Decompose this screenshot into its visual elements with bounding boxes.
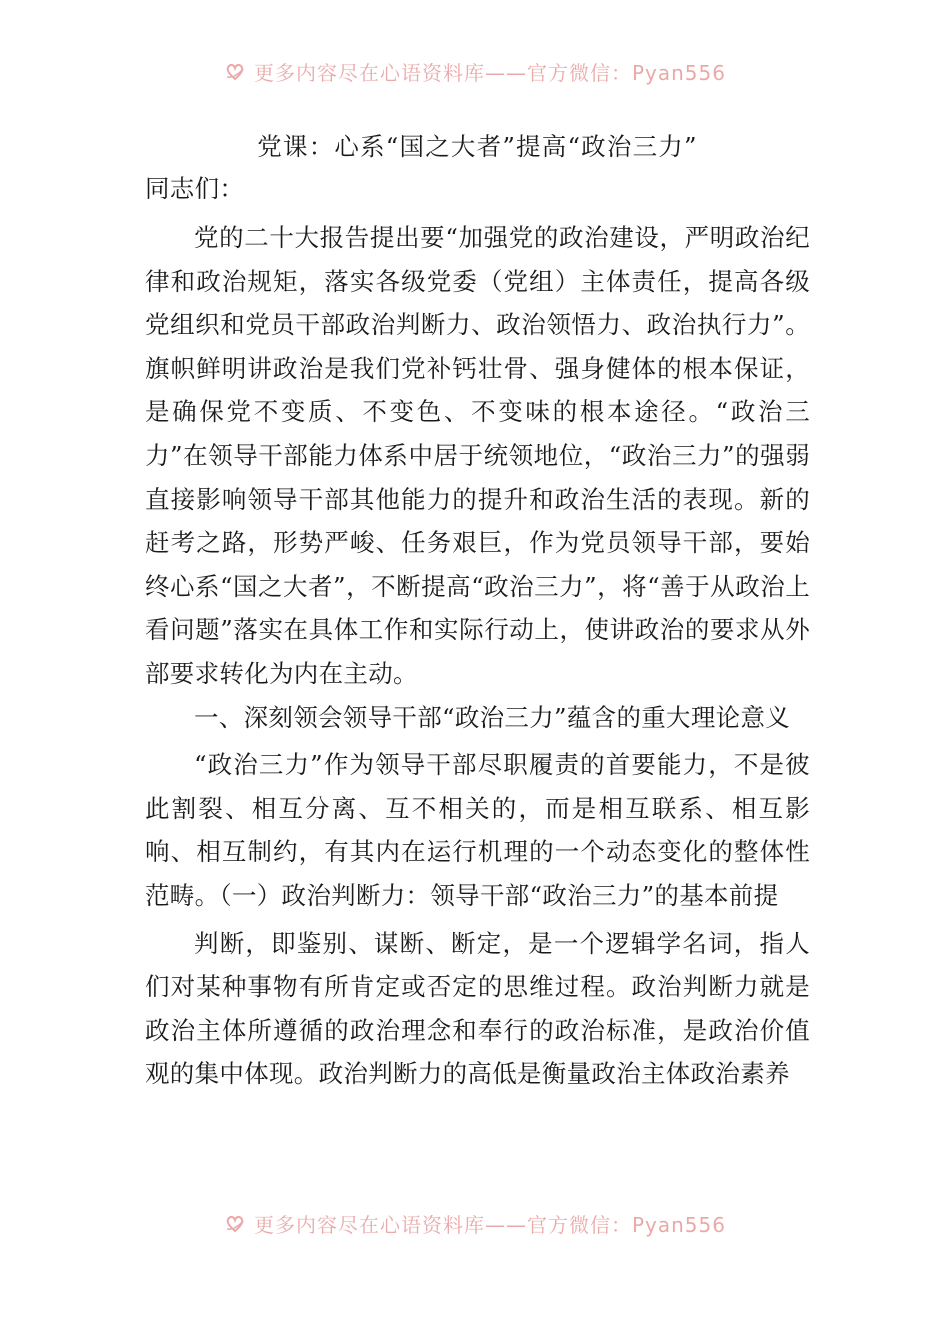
watermark-footer (0, 1206, 950, 1240)
watermark-text: 更多内容尽在心语资料库——官方微信：Pyan556 (253, 60, 726, 85)
paragraph-judgment: 判断，即鉴别、谋断、断定，是一个逻辑学名词，指人们对某种事物有所肯定或否定的思维过程。政治判断力就是政治主体所遵循的政治理念和奉行的政治标准，是政治价值观的集中体现。政治判断力的高低是衡量政治主体政治素养 (145, 928, 810, 1089)
watermark-text: 更多内容尽在心语资料库——官方微信：Pyan556 (253, 1212, 726, 1237)
heart-swirl-icon (224, 1212, 246, 1234)
salutation: 同志们： (145, 174, 245, 203)
heart-swirl-icon (224, 60, 246, 82)
page-title: 党课：心系“国之大者”提高“政治三力” (257, 132, 698, 161)
document-body (145, 128, 810, 1096)
watermark-header (0, 54, 950, 88)
section-heading-1: 一、深刻领会领导干部“政治三力”蕴含的重大理论意义 (194, 702, 791, 732)
paragraph-intro: 党的二十大报告提出要“加强党的政治建设，严明政治纪律和政治规矩，落实各级党委（党组）主体责任，提高各级党组织和党员干部政治判断力、政治领悟力、政治执行力”。旗帜鲜明讲政治是我们党补钙壮骨、强身健体的根本保证，是确保党不变质、不变色、不变味的根本途径。“政治三力”在领导干部能力体系中居于统领地位，“政治三力”的强弱直接影响领导干部其他能力的提升和政治生活的表现。新的赶考之路，形势严峻、任务艰巨，作为党员领导干部，要始终心系“国之大者”，不断提高“政治三力”，将“善于从政治上看问题”落实在具体工作和实际行动上，使讲政治的要求从外部要求转化为内在主动。 (145, 223, 810, 688)
paragraph-section-1: “政治三力”作为领导干部尽职履责的首要能力，不是彼此割裂、相互分离、互不相关的，而是相互联系、相互影响、相互制约，有其内在运行机理的一个动态变化的整体性范畴。（一）政治判断力：领导干部“政治三力”的基本前提 (145, 750, 810, 910)
